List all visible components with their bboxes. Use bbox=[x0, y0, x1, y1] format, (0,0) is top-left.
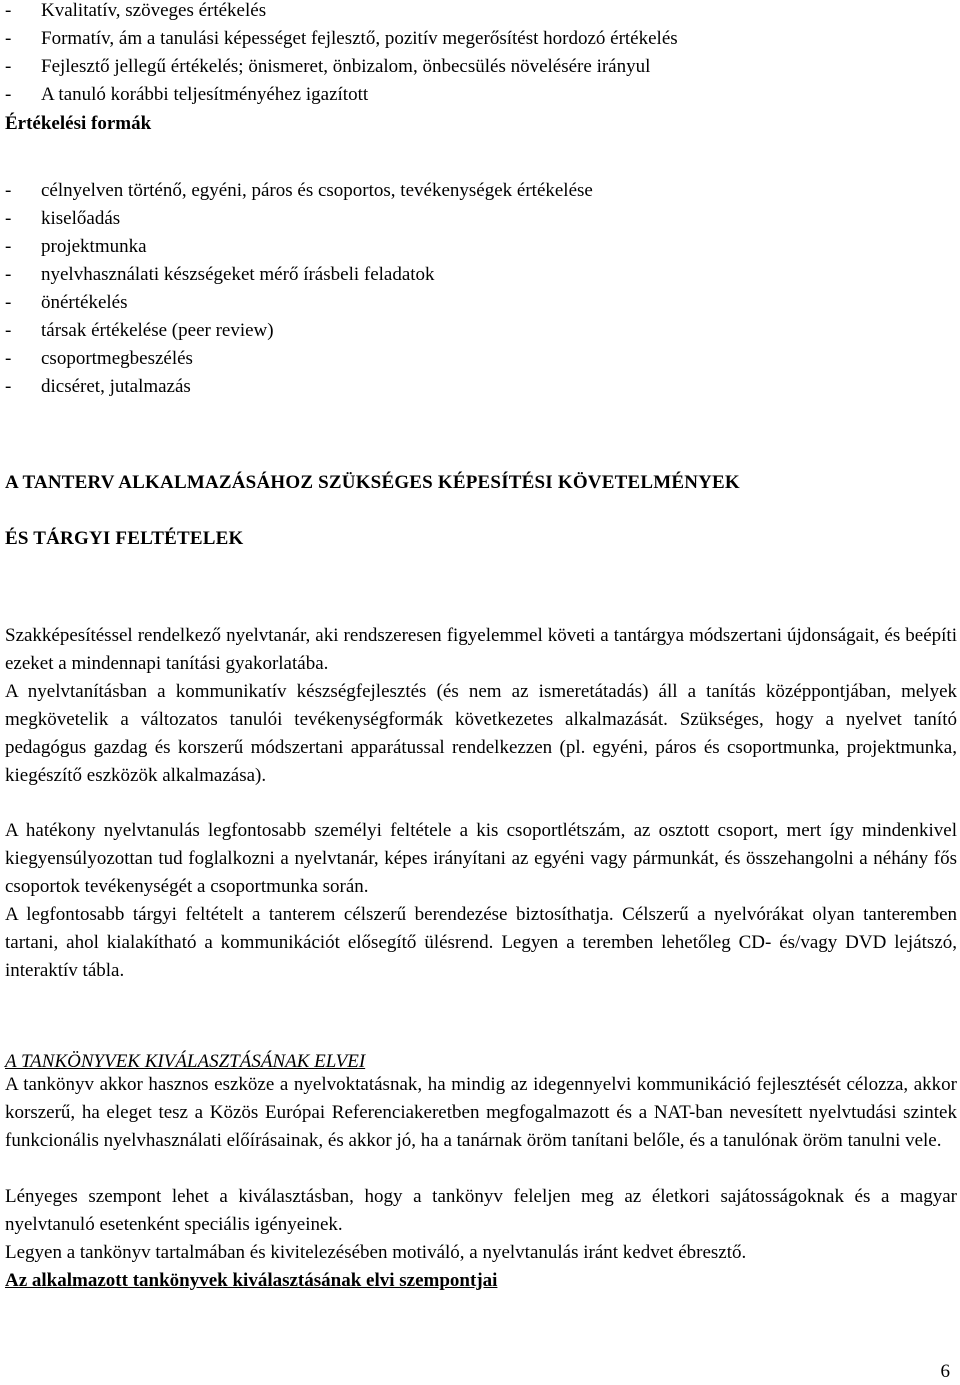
list-item: - célnyelven történő, egyéni, páros és csoportos, tevékenységek értékelése bbox=[5, 180, 593, 201]
list-item: - Formatív, ám a tanulási képességet fejlesztő, pozitív megerősítést hordozó értékelés bbox=[5, 28, 678, 49]
list-item: - csoportmegbeszélés bbox=[5, 348, 193, 369]
list-item: - A tanuló korábbi teljesítményéhez igazított bbox=[5, 84, 369, 105]
list-item: - kiselőadás bbox=[5, 208, 121, 229]
paragraph: A nyelvtanításban a kommunikatív készségfejlesztés (és nem az ismeretátadás) áll a tanítás középpontjában, melyek megkövetelik a változatos tanulói tevékenységformák következetes alkalmazását. Szükséges, hogy a nyelvet tanító pedagógus gazdag és korszerű módszertani apparátussal rendelkezzen (pl. egyéni, páros és csoportmunka, projektmunka, kiegészítő eszközök alkalmazása). bbox=[5, 681, 957, 786]
paragraph: A legfontosabb tárgyi feltételt a tanterem célszerű berendezése biztosíthatja. Célszerű a nyelvórákat olyan tanteremben tartani, ahol kialakítható a kommunikációt elősegítő ülésrend. Legyen a teremben lehetőleg CD- és/vagy DVD lejátszó, interaktív tábla. bbox=[5, 904, 957, 981]
paragraph: Legyen a tankönyv tartalmában és kivitelezésében motiváló, a nyelvtanulás iránt kedvet ébresztő. bbox=[5, 1242, 747, 1263]
forms-heading: Értékelési formák bbox=[5, 113, 152, 134]
subheading-textbook-criteria: Az alkalmazott tankönyvek kiválasztásának elvi szempontjai bbox=[5, 1270, 498, 1291]
list-item: - önértékelés bbox=[5, 292, 128, 313]
list-item: - Fejlesztő jellegű értékelés; önismeret, önbizalom, önbecsülés növelésére irányul bbox=[5, 56, 651, 77]
list-item: - dicséret, jutalmazás bbox=[5, 376, 191, 397]
list-item: - Kvalitatív, szöveges értékelés bbox=[5, 0, 267, 21]
section-heading-requirements: A TANTERV ALKALMAZÁSÁHOZ SZÜKSÉGES KÉPESÍTÉSI KÖVETELMÉNYEK bbox=[5, 472, 740, 493]
paragraph: Szakképesítéssel rendelkező nyelvtanár, aki rendszeresen figyelemmel követi a tantárgya módszertani újdonságait, és beépíti ezeket a mindennapi tanítási gyakorlatába. bbox=[5, 625, 957, 674]
list-item: - társak értékelése (peer review) bbox=[5, 320, 274, 341]
section-heading-textbooks: A TANKÖNYVEK KIVÁLASZTÁSÁNAK ELVEI bbox=[5, 1051, 366, 1072]
section-heading-requirements-line2: ÉS TÁRGYI FELTÉTELEK bbox=[5, 528, 244, 549]
page-number: 6 bbox=[940, 1361, 950, 1382]
paragraph: Lényeges szempont lehet a kiválasztásban, hogy a tankönyv feleljen meg az életkori sajátosságoknak és a magyar nyelvtanuló esetenként speciális igényeinek. bbox=[5, 1186, 957, 1235]
list-item: - projektmunka bbox=[5, 236, 147, 257]
list-item: - nyelvhasználati készségeket mérő írásbeli feladatok bbox=[5, 264, 435, 285]
paragraph: A tankönyv akkor hasznos eszköze a nyelvoktatásnak, ha mindig az idegennyelvi kommunikáció fejlesztését célozza, akkor korszerű, ha eleget tesz a Közös Európai Referenciakeretben megfogalmazott és a NAT-ban nevesített nyelvtudási szintek funkcionális nyelvhasználati előírásainak, és akkor jó, ha a tanárnak öröm tanítani belőle, és a tanulónak öröm tanulni vele. bbox=[5, 1074, 957, 1151]
paragraph: A hatékony nyelvtanulás legfontosabb személyi feltétele a kis csoportlétszám, az osztott csoport, mert így mindenkivel kiegyensúlyozottan tud foglalkozni a nyelvtanár, képes irányítani az egyéni vagy pármunkát, és összehangolni a néhány fős csoportok tevékenységét a csoportmunka során. bbox=[5, 820, 957, 897]
